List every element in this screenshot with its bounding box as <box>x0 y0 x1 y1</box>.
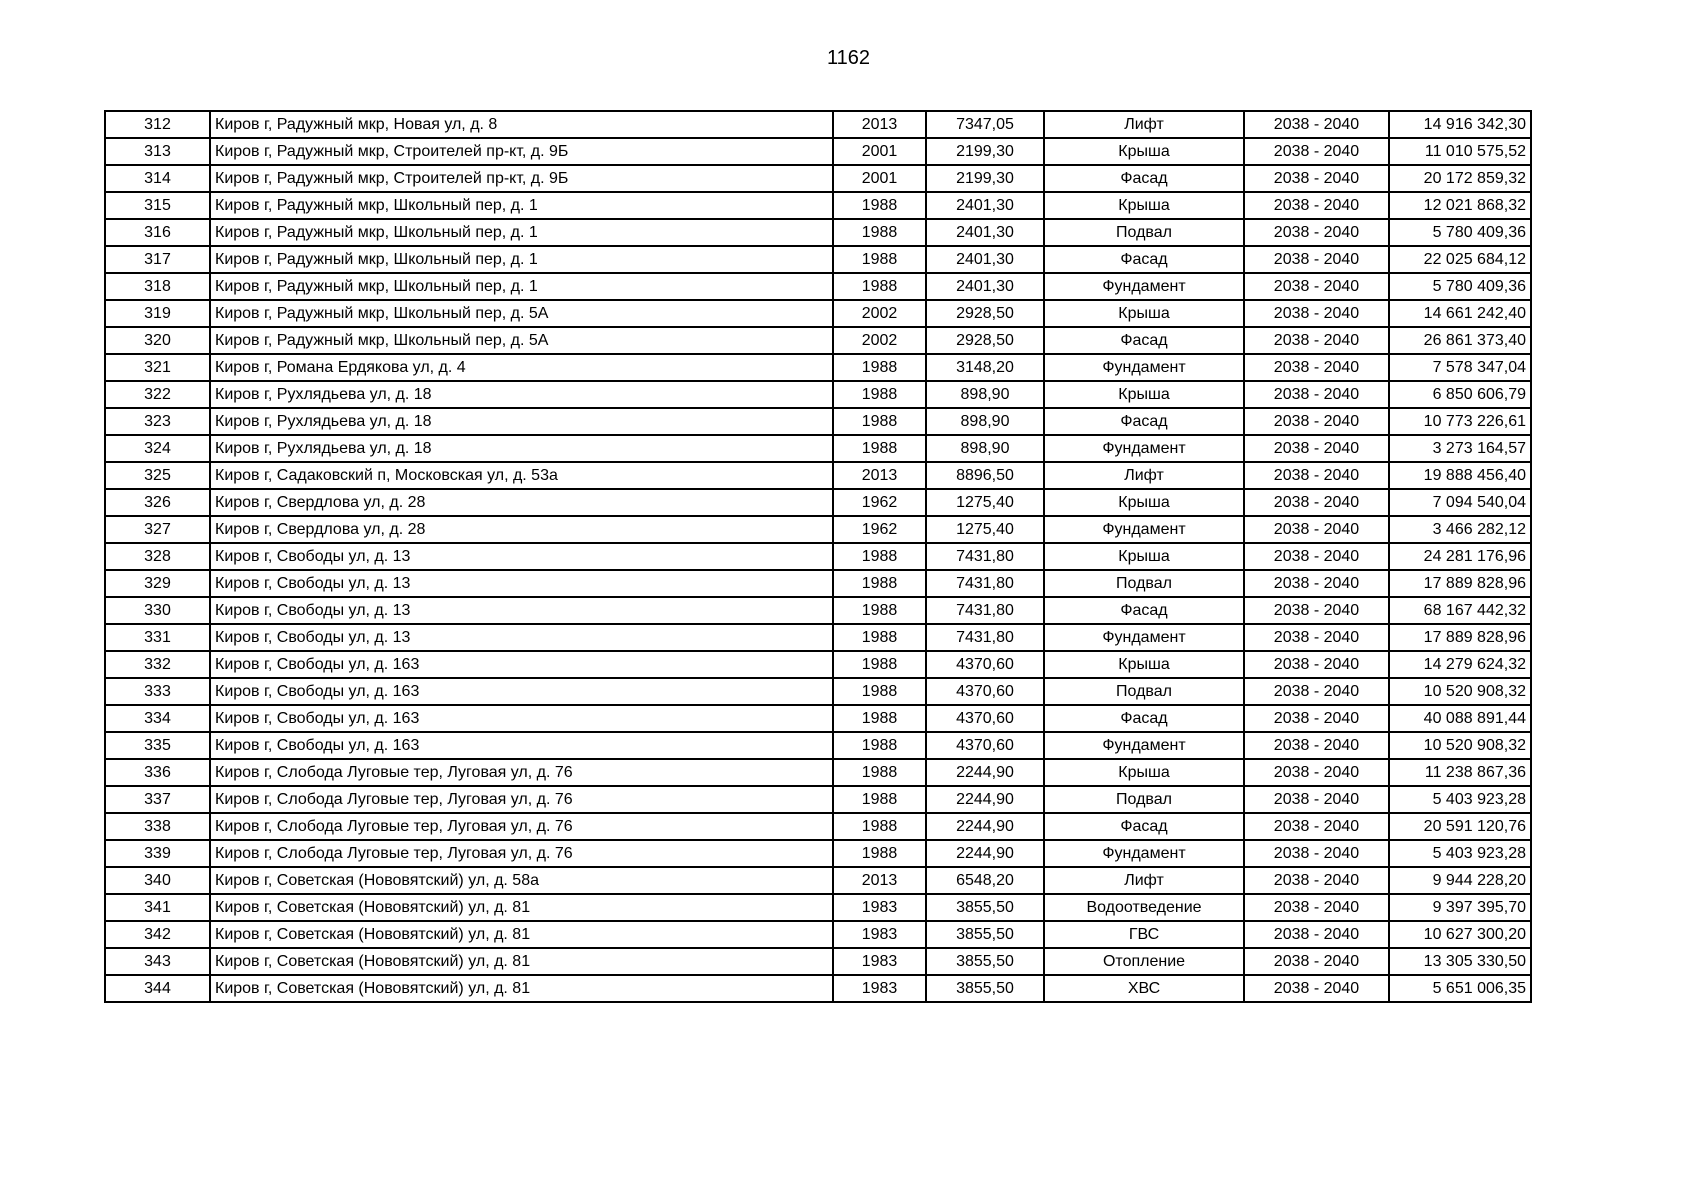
year-cell: 1988 <box>833 273 926 300</box>
row-number: 328 <box>105 543 210 570</box>
cost-cell: 19 888 456,40 <box>1389 462 1531 489</box>
row-number: 323 <box>105 408 210 435</box>
address-cell: Киров г, Радужный мкр, Школьный пер, д. 1 <box>210 246 833 273</box>
table-row <box>105 435 1531 462</box>
year-cell: 1988 <box>833 705 926 732</box>
address-cell: Киров г, Свободы ул, д. 163 <box>210 732 833 759</box>
address-cell: Киров г, Радужный мкр, Новая ул, д. 8 <box>210 111 833 138</box>
work-type-cell: Крыша <box>1044 138 1244 165</box>
row-number: 326 <box>105 489 210 516</box>
work-type-cell: Крыша <box>1044 489 1244 516</box>
period-cell: 2038 - 2040 <box>1244 327 1389 354</box>
row-number: 332 <box>105 651 210 678</box>
row-number: 334 <box>105 705 210 732</box>
period-cell: 2038 - 2040 <box>1244 786 1389 813</box>
address-cell: Киров г, Рухлядьева ул, д. 18 <box>210 408 833 435</box>
cost-cell: 10 520 908,32 <box>1389 732 1531 759</box>
table-row <box>105 516 1531 543</box>
cost-cell: 17 889 828,96 <box>1389 570 1531 597</box>
cost-cell: 5 651 006,35 <box>1389 975 1531 1002</box>
row-number: 327 <box>105 516 210 543</box>
cost-cell: 10 773 226,61 <box>1389 408 1531 435</box>
address-cell: Киров г, Радужный мкр, Школьный пер, д. 1 <box>210 192 833 219</box>
cost-cell: 7 094 540,04 <box>1389 489 1531 516</box>
table-row <box>105 246 1531 273</box>
year-cell: 1988 <box>833 759 926 786</box>
row-number: 316 <box>105 219 210 246</box>
area-cell: 3148,20 <box>926 354 1044 381</box>
work-type-cell: Подвал <box>1044 570 1244 597</box>
work-type-cell: Водоотведение <box>1044 894 1244 921</box>
year-cell: 1988 <box>833 219 926 246</box>
cost-cell: 9 944 228,20 <box>1389 867 1531 894</box>
row-number: 341 <box>105 894 210 921</box>
area-cell: 7431,80 <box>926 597 1044 624</box>
period-cell: 2038 - 2040 <box>1244 894 1389 921</box>
period-cell: 2038 - 2040 <box>1244 246 1389 273</box>
work-type-cell: Фасад <box>1044 327 1244 354</box>
area-cell: 2244,90 <box>926 786 1044 813</box>
period-cell: 2038 - 2040 <box>1244 462 1389 489</box>
work-type-cell: Подвал <box>1044 219 1244 246</box>
table-row <box>105 489 1531 516</box>
area-cell: 4370,60 <box>926 732 1044 759</box>
period-cell: 2038 - 2040 <box>1244 975 1389 1002</box>
table-row <box>105 786 1531 813</box>
cost-cell: 3 273 164,57 <box>1389 435 1531 462</box>
row-number: 344 <box>105 975 210 1002</box>
address-cell: Киров г, Советская (Нововятский) ул, д. 81 <box>210 975 833 1002</box>
area-cell: 2401,30 <box>926 273 1044 300</box>
year-cell: 1988 <box>833 435 926 462</box>
period-cell: 2038 - 2040 <box>1244 543 1389 570</box>
year-cell: 1983 <box>833 894 926 921</box>
page-number: 1162 <box>826 47 870 69</box>
area-cell: 2401,30 <box>926 192 1044 219</box>
year-cell: 1988 <box>833 246 926 273</box>
cost-cell: 14 916 342,30 <box>1389 111 1531 138</box>
table-row <box>105 597 1531 624</box>
cost-cell: 24 281 176,96 <box>1389 543 1531 570</box>
row-number: 329 <box>105 570 210 597</box>
year-cell: 1988 <box>833 543 926 570</box>
table-row <box>105 165 1531 192</box>
table-row <box>105 975 1531 1002</box>
period-cell: 2038 - 2040 <box>1244 867 1389 894</box>
row-number: 319 <box>105 300 210 327</box>
cost-cell: 12 021 868,32 <box>1389 192 1531 219</box>
area-cell: 4370,60 <box>926 678 1044 705</box>
work-type-cell: Крыша <box>1044 543 1244 570</box>
address-cell: Киров г, Рухлядьева ул, д. 18 <box>210 381 833 408</box>
work-type-cell: Лифт <box>1044 462 1244 489</box>
address-cell: Киров г, Слобода Луговые тер, Луговая ул, д. 76 <box>210 786 833 813</box>
address-cell: Киров г, Слобода Луговые тер, Луговая ул, д. 76 <box>210 759 833 786</box>
year-cell: 1988 <box>833 678 926 705</box>
period-cell: 2038 - 2040 <box>1244 300 1389 327</box>
row-number: 312 <box>105 111 210 138</box>
address-cell: Киров г, Радужный мкр, Строителей пр-кт, д. 9Б <box>210 138 833 165</box>
table-row <box>105 894 1531 921</box>
table-row <box>105 732 1531 759</box>
table-row <box>105 111 1531 138</box>
area-cell: 3855,50 <box>926 921 1044 948</box>
cost-cell: 13 305 330,50 <box>1389 948 1531 975</box>
row-number: 315 <box>105 192 210 219</box>
year-cell: 1988 <box>833 354 926 381</box>
year-cell: 2013 <box>833 111 926 138</box>
year-cell: 1988 <box>833 624 926 651</box>
table-row <box>105 570 1531 597</box>
year-cell: 2002 <box>833 327 926 354</box>
address-cell: Киров г, Романа Ердякова ул, д. 4 <box>210 354 833 381</box>
period-cell: 2038 - 2040 <box>1244 111 1389 138</box>
address-cell: Киров г, Радужный мкр, Школьный пер, д. 5А <box>210 327 833 354</box>
area-cell: 7431,80 <box>926 570 1044 597</box>
table-row <box>105 300 1531 327</box>
area-cell: 3855,50 <box>926 948 1044 975</box>
area-cell: 898,90 <box>926 381 1044 408</box>
area-cell: 4370,60 <box>926 705 1044 732</box>
address-cell: Киров г, Слобода Луговые тер, Луговая ул, д. 76 <box>210 813 833 840</box>
year-cell: 1988 <box>833 597 926 624</box>
area-cell: 7431,80 <box>926 624 1044 651</box>
cost-cell: 6 850 606,79 <box>1389 381 1531 408</box>
period-cell: 2038 - 2040 <box>1244 651 1389 678</box>
area-cell: 1275,40 <box>926 516 1044 543</box>
year-cell: 1983 <box>833 975 926 1002</box>
work-type-cell: Крыша <box>1044 300 1244 327</box>
area-cell: 2199,30 <box>926 165 1044 192</box>
area-cell: 2401,30 <box>926 219 1044 246</box>
year-cell: 1988 <box>833 570 926 597</box>
year-cell: 1988 <box>833 813 926 840</box>
cost-cell: 10 627 300,20 <box>1389 921 1531 948</box>
work-type-cell: Фасад <box>1044 246 1244 273</box>
cost-cell: 20 591 120,76 <box>1389 813 1531 840</box>
period-cell: 2038 - 2040 <box>1244 597 1389 624</box>
cost-cell: 11 238 867,36 <box>1389 759 1531 786</box>
cost-cell: 26 861 373,40 <box>1389 327 1531 354</box>
address-cell: Киров г, Советская (Нововятский) ул, д. 81 <box>210 894 833 921</box>
work-type-cell: Фасад <box>1044 597 1244 624</box>
period-cell: 2038 - 2040 <box>1244 408 1389 435</box>
period-cell: 2038 - 2040 <box>1244 705 1389 732</box>
work-type-cell: ГВС <box>1044 921 1244 948</box>
address-cell: Киров г, Свободы ул, д. 13 <box>210 570 833 597</box>
table-row <box>105 759 1531 786</box>
address-cell: Киров г, Слобода Луговые тер, Луговая ул, д. 76 <box>210 840 833 867</box>
table-row <box>105 408 1531 435</box>
year-cell: 1988 <box>833 408 926 435</box>
period-cell: 2038 - 2040 <box>1244 732 1389 759</box>
work-type-cell: ХВС <box>1044 975 1244 1002</box>
row-number: 340 <box>105 867 210 894</box>
year-cell: 2002 <box>833 300 926 327</box>
year-cell: 1988 <box>833 786 926 813</box>
year-cell: 1983 <box>833 921 926 948</box>
table-row <box>105 948 1531 975</box>
table-row <box>105 354 1531 381</box>
cost-cell: 7 578 347,04 <box>1389 354 1531 381</box>
period-cell: 2038 - 2040 <box>1244 381 1389 408</box>
cost-cell: 17 889 828,96 <box>1389 624 1531 651</box>
table-row <box>105 543 1531 570</box>
work-type-cell: Подвал <box>1044 786 1244 813</box>
row-number: 313 <box>105 138 210 165</box>
table-row <box>105 813 1531 840</box>
table-row <box>105 705 1531 732</box>
row-number: 321 <box>105 354 210 381</box>
address-cell: Киров г, Свободы ул, д. 163 <box>210 678 833 705</box>
register-body <box>105 111 1531 1002</box>
cost-cell: 5 780 409,36 <box>1389 273 1531 300</box>
address-cell: Киров г, Радужный мкр, Строителей пр-кт, д. 9Б <box>210 165 833 192</box>
address-cell: Киров г, Советская (Нововятский) ул, д. 81 <box>210 948 833 975</box>
address-cell: Киров г, Радужный мкр, Школьный пер, д. 1 <box>210 273 833 300</box>
address-cell: Киров г, Рухлядьева ул, д. 18 <box>210 435 833 462</box>
period-cell: 2038 - 2040 <box>1244 435 1389 462</box>
address-cell: Киров г, Свободы ул, д. 13 <box>210 543 833 570</box>
work-type-cell: Фасад <box>1044 408 1244 435</box>
area-cell: 7431,80 <box>926 543 1044 570</box>
area-cell: 3855,50 <box>926 975 1044 1002</box>
year-cell: 1988 <box>833 192 926 219</box>
period-cell: 2038 - 2040 <box>1244 165 1389 192</box>
row-number: 335 <box>105 732 210 759</box>
table-row <box>105 678 1531 705</box>
address-cell: Киров г, Свободы ул, д. 13 <box>210 624 833 651</box>
work-type-cell: Фундамент <box>1044 624 1244 651</box>
table-row <box>105 651 1531 678</box>
period-cell: 2038 - 2040 <box>1244 759 1389 786</box>
work-type-cell: Фундамент <box>1044 435 1244 462</box>
work-type-cell: Крыша <box>1044 651 1244 678</box>
work-type-cell: Крыша <box>1044 381 1244 408</box>
period-cell: 2038 - 2040 <box>1244 138 1389 165</box>
work-type-cell: Фасад <box>1044 813 1244 840</box>
address-cell: Киров г, Свердлова ул, д. 28 <box>210 489 833 516</box>
area-cell: 2244,90 <box>926 840 1044 867</box>
area-cell: 2199,30 <box>926 138 1044 165</box>
table-row <box>105 192 1531 219</box>
cost-cell: 20 172 859,32 <box>1389 165 1531 192</box>
row-number: 320 <box>105 327 210 354</box>
address-cell: Киров г, Свободы ул, д. 13 <box>210 597 833 624</box>
table-row <box>105 867 1531 894</box>
work-type-cell: Крыша <box>1044 759 1244 786</box>
year-cell: 1983 <box>833 948 926 975</box>
cost-cell: 5 403 923,28 <box>1389 840 1531 867</box>
cost-cell: 10 520 908,32 <box>1389 678 1531 705</box>
address-cell: Киров г, Свободы ул, д. 163 <box>210 705 833 732</box>
year-cell: 2001 <box>833 165 926 192</box>
year-cell: 2001 <box>833 138 926 165</box>
area-cell: 7347,05 <box>926 111 1044 138</box>
row-number: 317 <box>105 246 210 273</box>
row-number: 331 <box>105 624 210 651</box>
row-number: 337 <box>105 786 210 813</box>
address-cell: Киров г, Свободы ул, д. 163 <box>210 651 833 678</box>
row-number: 324 <box>105 435 210 462</box>
cost-cell: 40 088 891,44 <box>1389 705 1531 732</box>
address-cell: Киров г, Свердлова ул, д. 28 <box>210 516 833 543</box>
period-cell: 2038 - 2040 <box>1244 678 1389 705</box>
period-cell: 2038 - 2040 <box>1244 489 1389 516</box>
area-cell: 1275,40 <box>926 489 1044 516</box>
cost-cell: 22 025 684,12 <box>1389 246 1531 273</box>
year-cell: 1988 <box>833 840 926 867</box>
table-row <box>105 381 1531 408</box>
cost-cell: 5 780 409,36 <box>1389 219 1531 246</box>
work-type-cell: Фундамент <box>1044 516 1244 543</box>
table-row <box>105 273 1531 300</box>
row-number: 338 <box>105 813 210 840</box>
period-cell: 2038 - 2040 <box>1244 624 1389 651</box>
area-cell: 8896,50 <box>926 462 1044 489</box>
table-row <box>105 921 1531 948</box>
area-cell: 2928,50 <box>926 327 1044 354</box>
address-cell: Киров г, Радужный мкр, Школьный пер, д. 1 <box>210 219 833 246</box>
work-type-cell: Отопление <box>1044 948 1244 975</box>
period-cell: 2038 - 2040 <box>1244 273 1389 300</box>
year-cell: 1962 <box>833 516 926 543</box>
table-row <box>105 327 1531 354</box>
area-cell: 2244,90 <box>926 759 1044 786</box>
row-number: 343 <box>105 948 210 975</box>
period-cell: 2038 - 2040 <box>1244 813 1389 840</box>
work-type-cell: Фундамент <box>1044 732 1244 759</box>
year-cell: 2013 <box>833 462 926 489</box>
year-cell: 1988 <box>833 651 926 678</box>
table-row <box>105 138 1531 165</box>
cost-cell: 14 279 624,32 <box>1389 651 1531 678</box>
area-cell: 6548,20 <box>926 867 1044 894</box>
area-cell: 3855,50 <box>926 894 1044 921</box>
address-cell: Киров г, Советская (Нововятский) ул, д. 81 <box>210 921 833 948</box>
cost-cell: 9 397 395,70 <box>1389 894 1531 921</box>
period-cell: 2038 - 2040 <box>1244 516 1389 543</box>
cost-cell: 5 403 923,28 <box>1389 786 1531 813</box>
row-number: 342 <box>105 921 210 948</box>
cost-cell: 11 010 575,52 <box>1389 138 1531 165</box>
cost-cell: 68 167 442,32 <box>1389 597 1531 624</box>
area-cell: 2244,90 <box>926 813 1044 840</box>
row-number: 339 <box>105 840 210 867</box>
period-cell: 2038 - 2040 <box>1244 570 1389 597</box>
year-cell: 1988 <box>833 732 926 759</box>
table-row <box>105 624 1531 651</box>
period-cell: 2038 - 2040 <box>1244 354 1389 381</box>
work-type-cell: Лифт <box>1044 111 1244 138</box>
table-row <box>105 840 1531 867</box>
period-cell: 2038 - 2040 <box>1244 948 1389 975</box>
period-cell: 2038 - 2040 <box>1244 921 1389 948</box>
work-type-cell: Фундамент <box>1044 273 1244 300</box>
row-number: 336 <box>105 759 210 786</box>
period-cell: 2038 - 2040 <box>1244 219 1389 246</box>
work-type-cell: Крыша <box>1044 192 1244 219</box>
register-table <box>104 110 1532 1003</box>
year-cell: 1962 <box>833 489 926 516</box>
row-number: 318 <box>105 273 210 300</box>
period-cell: 2038 - 2040 <box>1244 840 1389 867</box>
table-row <box>105 219 1531 246</box>
row-number: 325 <box>105 462 210 489</box>
address-cell: Киров г, Советская (Нововятский) ул, д. 58а <box>210 867 833 894</box>
row-number: 333 <box>105 678 210 705</box>
cost-cell: 3 466 282,12 <box>1389 516 1531 543</box>
work-type-cell: Лифт <box>1044 867 1244 894</box>
area-cell: 4370,60 <box>926 651 1044 678</box>
area-cell: 2928,50 <box>926 300 1044 327</box>
row-number: 330 <box>105 597 210 624</box>
year-cell: 2013 <box>833 867 926 894</box>
cost-cell: 14 661 242,40 <box>1389 300 1531 327</box>
work-type-cell: Подвал <box>1044 678 1244 705</box>
address-cell: Киров г, Садаковский п, Московская ул, д. 53а <box>210 462 833 489</box>
work-type-cell: Фасад <box>1044 165 1244 192</box>
address-cell: Киров г, Радужный мкр, Школьный пер, д. 5А <box>210 300 833 327</box>
area-cell: 898,90 <box>926 408 1044 435</box>
work-type-cell: Фундамент <box>1044 354 1244 381</box>
period-cell: 2038 - 2040 <box>1244 192 1389 219</box>
year-cell: 1988 <box>833 381 926 408</box>
work-type-cell: Фасад <box>1044 705 1244 732</box>
row-number: 314 <box>105 165 210 192</box>
area-cell: 2401,30 <box>926 246 1044 273</box>
row-number: 322 <box>105 381 210 408</box>
work-type-cell: Фундамент <box>1044 840 1244 867</box>
area-cell: 898,90 <box>926 435 1044 462</box>
table-row <box>105 462 1531 489</box>
